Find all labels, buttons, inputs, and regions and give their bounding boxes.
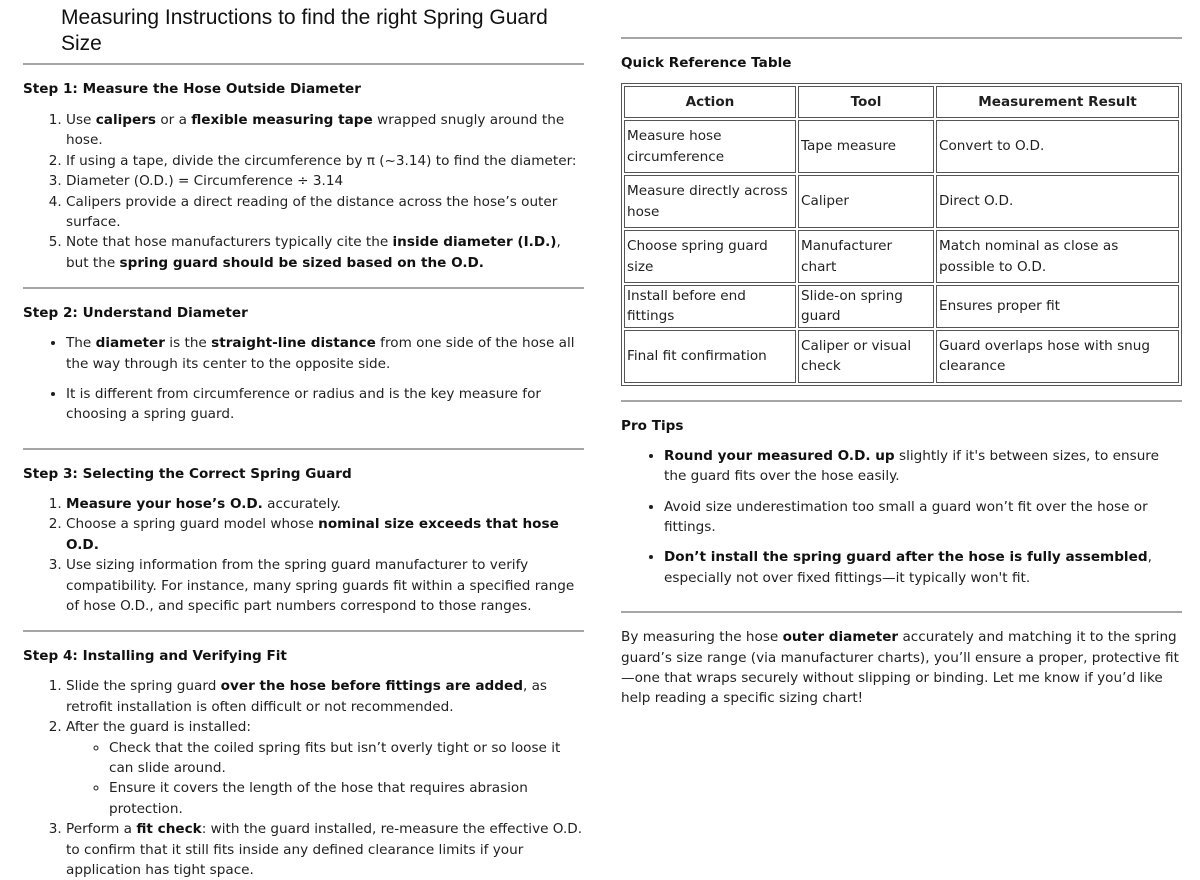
- list-item: 2. Choose a spring guard model whose nominal size exceeds that hose O.D.: [66, 514, 584, 555]
- list-item: • Don’t install the spring guard after the hose is fully assembled, especially not over fixed fittings—it typically won't fit.: [664, 547, 1182, 588]
- list-item: 1. Use calipers or a flexible measuring tape wrapped snugly around the hose.: [66, 110, 584, 151]
- cell-result: Convert to O.D.: [936, 120, 1179, 173]
- closing-paragraph: By measuring the hose outer diameter accurately and matching it to the spring guard’s size range (via manufacturer charts), you’ll ensure a proper, protective fit—one that wraps securely without slipping or binding. Let me know if you’d like help reading a specific sizing chart!: [621, 629, 1179, 707]
- cell-tool: Tape measure: [798, 120, 934, 173]
- reference-table: [621, 83, 1182, 386]
- list-item: 5. Note that hose manufacturers typically cite the inside diameter (I.D.), but the spring guard should be sized based on the O.D.: [66, 232, 584, 273]
- step4-sublist: [66, 738, 584, 820]
- step4-heading: Step 4: Installing and Verifying Fit: [23, 648, 287, 665]
- list-item: • Avoid size underestimation too small a guard won’t fit over the hose or fittings.: [664, 497, 1182, 538]
- step3-section: [23, 450, 584, 616]
- page-title: Measuring Instructions to find the right Spring Guard Size: [61, 6, 548, 55]
- list-item: 3. Diameter (O.D.) = Circumference ÷ 3.14: [66, 171, 584, 191]
- cell-action: Install before end fittings: [624, 285, 796, 328]
- cell-tool: Manufacturer chart: [798, 230, 934, 283]
- cell-action: Final fit confirmation: [624, 330, 796, 383]
- step2-section: [23, 289, 584, 425]
- table-header-row: [624, 86, 1179, 118]
- pro-tips-section: [621, 402, 1182, 588]
- list-item: 1. Slide the spring guard over the hose before fittings are added, as retrofit installation is often difficult or not recommended.: [66, 676, 584, 717]
- reference-section: [621, 39, 1182, 386]
- table-heading: Quick Reference Table: [621, 55, 792, 71]
- list-item: 1. Measure your hose’s O.D. accurately.: [66, 494, 584, 514]
- divider: [621, 611, 1182, 613]
- header-tool: Tool: [798, 86, 934, 118]
- cell-result: Match nominal as close as possible to O.D.: [936, 230, 1179, 283]
- cell-result: Ensures proper fit: [936, 285, 1179, 328]
- cell-tool: Caliper or visual check: [798, 330, 934, 383]
- step2-heading: Step 2: Understand Diameter: [23, 305, 248, 322]
- step4-list: [23, 676, 584, 880]
- list-item: ◦ Ensure it covers the length of the hose that requires abrasion protection.: [109, 778, 584, 819]
- right-column: [621, 0, 1182, 709]
- step4-section: [23, 632, 584, 880]
- table-row: [624, 230, 1179, 283]
- cell-action: Measure directly across hose: [624, 175, 796, 228]
- cell-tool: Slide-on spring guard: [798, 285, 934, 328]
- list-item: 4. Calipers provide a direct reading of the distance across the hose’s outer surface.: [66, 192, 584, 233]
- cell-result: Direct O.D.: [936, 175, 1179, 228]
- header-action: Action: [624, 86, 796, 118]
- list-item: • The diameter is the straight-line distance from one side of the hose all the way through its center to the opposite side.: [66, 333, 584, 374]
- table-row: [624, 175, 1179, 228]
- cell-result: Guard overlaps hose with snug clearance: [936, 330, 1179, 383]
- step2-list: [23, 333, 584, 425]
- step3-heading: Step 3: Selecting the Correct Spring Guard: [23, 465, 352, 482]
- list-item: • Round your measured O.D. up slightly if it's between sizes, to ensure the guard fits over the hose easily.: [664, 446, 1182, 487]
- table-row: [624, 285, 1179, 328]
- step1-section: [23, 65, 584, 273]
- list-item: 2. If using a tape, divide the circumference by π (~3.14) to find the diameter:: [66, 151, 584, 171]
- step3-list: [23, 494, 584, 616]
- table-row: [624, 120, 1179, 173]
- table-row: [624, 330, 1179, 383]
- header-result: Measurement Result: [936, 86, 1179, 118]
- left-column: [23, 0, 584, 880]
- pro-tips-list: [621, 446, 1182, 588]
- list-item: ◦ Check that the coiled spring fits but isn’t overly tight or so loose it can slide around.: [109, 738, 584, 779]
- cell-tool: Caliper: [798, 175, 934, 228]
- cell-action: Measure hose circumference: [624, 120, 796, 173]
- pro-tips-heading: Pro Tips: [621, 417, 684, 434]
- list-item: • It is different from circumference or radius and is the key measure for choosing a spring guard.: [66, 384, 584, 425]
- step1-heading: Step 1: Measure the Hose Outside Diameter: [23, 81, 361, 97]
- list-item: 2. After the guard is installed: ◦ Check that the coiled spring fits but isn’t overly tight or so loose it can slide around. ◦ Ensure it covers the length of the hose that requires abrasion protection.: [66, 717, 584, 819]
- list-item: 3. Perform a fit check: with the guard installed, re-measure the effective O.D. to confirm that it still fits inside any defined clearance limits if your application has tight space.: [66, 819, 584, 880]
- list-item: 3. Use sizing information from the spring guard manufacturer to verify compatibility. For instance, many spring guards fit within a specified range of hose O.D., and specific part numbers correspond to those ranges.: [66, 555, 584, 616]
- step1-list: [23, 110, 584, 273]
- cell-action: Choose spring guard size: [624, 230, 796, 283]
